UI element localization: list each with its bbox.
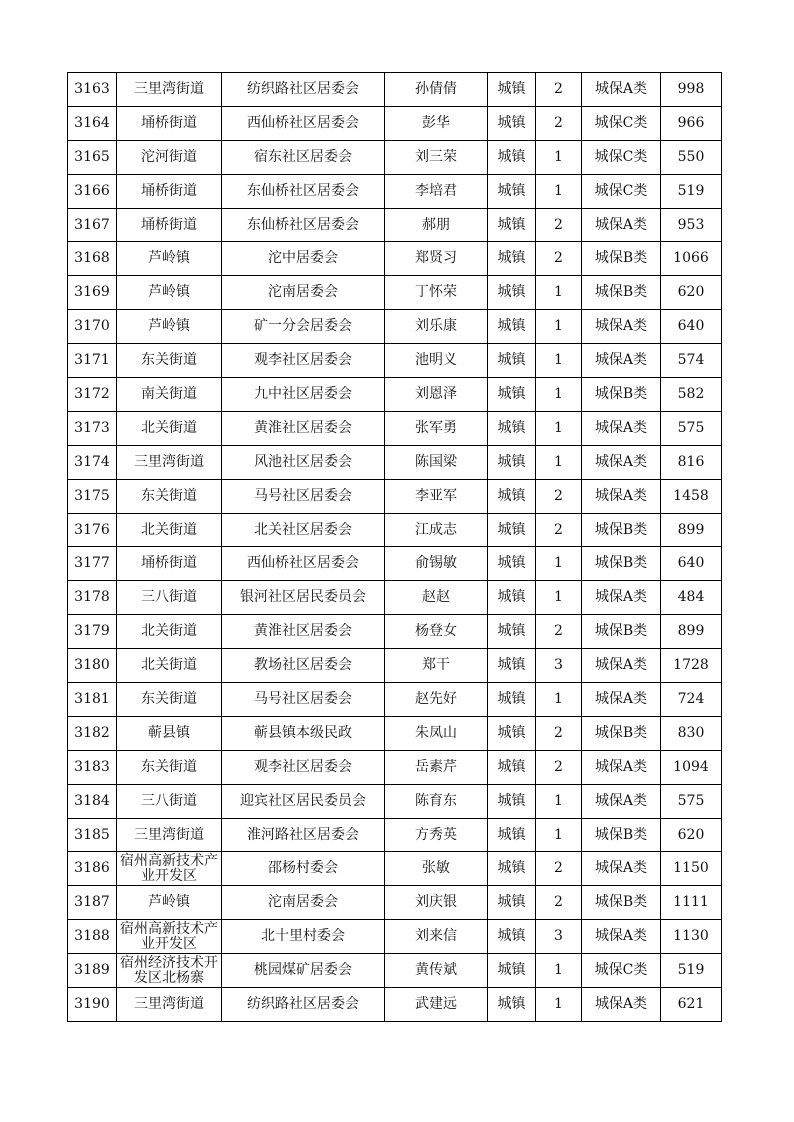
row-name: 郑干 xyxy=(385,649,488,683)
row-id: 3187 xyxy=(68,886,117,920)
row-category: 城保C类 xyxy=(582,174,661,208)
row-area: 城镇 xyxy=(488,716,536,750)
row-persons: 2 xyxy=(536,242,582,276)
row-area: 城镇 xyxy=(488,378,536,412)
row-category: 城保A类 xyxy=(582,683,661,717)
row-name: 陈育东 xyxy=(385,784,488,818)
row-community: 沱南居委会 xyxy=(222,886,385,920)
row-town: 埇桥街道 xyxy=(117,208,222,242)
row-category: 城保B类 xyxy=(582,547,661,581)
row-community: 淮河路社区居委会 xyxy=(222,818,385,852)
row-amount: 620 xyxy=(661,276,722,310)
row-town: 北关街道 xyxy=(117,513,222,547)
row-amount: 1458 xyxy=(661,479,722,513)
row-town: 三里湾街道 xyxy=(117,818,222,852)
row-id: 3171 xyxy=(68,344,117,378)
row-town: 宿州高新技术产业开发区 xyxy=(117,852,222,886)
row-persons: 2 xyxy=(536,106,582,140)
row-id: 3169 xyxy=(68,276,117,310)
row-town: 北关街道 xyxy=(117,615,222,649)
table-row xyxy=(68,649,722,683)
row-town: 东关街道 xyxy=(117,750,222,784)
row-amount: 519 xyxy=(661,174,722,208)
row-area: 城镇 xyxy=(488,818,536,852)
row-community: 矿一分会居委会 xyxy=(222,310,385,344)
row-id: 3178 xyxy=(68,581,117,615)
row-name: 丁怀荣 xyxy=(385,276,488,310)
row-community: 观李社区居委会 xyxy=(222,750,385,784)
row-community: 沱南居委会 xyxy=(222,276,385,310)
row-community: 教场社区居委会 xyxy=(222,649,385,683)
row-name: 黄传斌 xyxy=(385,954,488,988)
row-id: 3168 xyxy=(68,242,117,276)
row-persons: 2 xyxy=(536,479,582,513)
row-name: 刘乐康 xyxy=(385,310,488,344)
row-town: 芦岭镇 xyxy=(117,242,222,276)
table-row xyxy=(68,784,722,818)
row-amount: 640 xyxy=(661,310,722,344)
row-persons: 2 xyxy=(536,615,582,649)
table-row xyxy=(68,276,722,310)
row-name: 朱凤山 xyxy=(385,716,488,750)
row-id: 3181 xyxy=(68,683,117,717)
table-row xyxy=(68,208,722,242)
row-persons: 2 xyxy=(536,73,582,107)
row-persons: 1 xyxy=(536,378,582,412)
row-persons: 1 xyxy=(536,988,582,1022)
row-id: 3185 xyxy=(68,818,117,852)
table-row xyxy=(68,750,722,784)
row-name: 池明义 xyxy=(385,344,488,378)
roster-body xyxy=(68,73,722,1022)
row-name: 郝朋 xyxy=(385,208,488,242)
table-row xyxy=(68,242,722,276)
row-town: 芦岭镇 xyxy=(117,276,222,310)
table-row xyxy=(68,852,722,886)
row-town: 埇桥街道 xyxy=(117,174,222,208)
row-name: 杨登女 xyxy=(385,615,488,649)
row-id: 3179 xyxy=(68,615,117,649)
row-name: 俞锡敏 xyxy=(385,547,488,581)
row-area: 城镇 xyxy=(488,750,536,784)
row-persons: 2 xyxy=(536,750,582,784)
table-row xyxy=(68,140,722,174)
row-category: 城保A类 xyxy=(582,411,661,445)
row-id: 3167 xyxy=(68,208,117,242)
row-persons: 1 xyxy=(536,344,582,378)
row-community: 蕲县镇本级民政 xyxy=(222,716,385,750)
row-area: 城镇 xyxy=(488,445,536,479)
row-community: 北关社区居委会 xyxy=(222,513,385,547)
row-community: 迎宾社区居民委员会 xyxy=(222,784,385,818)
relief-roster-table xyxy=(67,72,722,1022)
row-community: 观李社区居委会 xyxy=(222,344,385,378)
row-amount: 519 xyxy=(661,954,722,988)
row-category: 城保A类 xyxy=(582,649,661,683)
row-amount: 724 xyxy=(661,683,722,717)
row-name: 李培君 xyxy=(385,174,488,208)
row-amount: 1111 xyxy=(661,886,722,920)
table-row xyxy=(68,174,722,208)
row-name: 刘来信 xyxy=(385,920,488,954)
row-community: 沱中居委会 xyxy=(222,242,385,276)
row-persons: 1 xyxy=(536,784,582,818)
row-amount: 1066 xyxy=(661,242,722,276)
row-id: 3172 xyxy=(68,378,117,412)
row-persons: 1 xyxy=(536,683,582,717)
row-community: 银河社区居民委员会 xyxy=(222,581,385,615)
row-category: 城保A类 xyxy=(582,445,661,479)
row-category: 城保C类 xyxy=(582,106,661,140)
row-name: 武建远 xyxy=(385,988,488,1022)
row-amount: 998 xyxy=(661,73,722,107)
row-id: 3188 xyxy=(68,920,117,954)
row-area: 城镇 xyxy=(488,479,536,513)
row-area: 城镇 xyxy=(488,581,536,615)
row-name: 彭华 xyxy=(385,106,488,140)
row-name: 张敏 xyxy=(385,852,488,886)
row-community: 西仙桥社区居委会 xyxy=(222,106,385,140)
row-town: 宿州高新技术产业开发区 xyxy=(117,920,222,954)
row-persons: 2 xyxy=(536,208,582,242)
row-town: 芦岭镇 xyxy=(117,886,222,920)
table-row xyxy=(68,73,722,107)
row-area: 城镇 xyxy=(488,784,536,818)
row-town: 三里湾街道 xyxy=(117,988,222,1022)
row-id: 3170 xyxy=(68,310,117,344)
row-persons: 1 xyxy=(536,818,582,852)
row-amount: 966 xyxy=(661,106,722,140)
row-community: 东仙桥社区居委会 xyxy=(222,174,385,208)
row-id: 3173 xyxy=(68,411,117,445)
row-id: 3166 xyxy=(68,174,117,208)
row-amount: 816 xyxy=(661,445,722,479)
row-town: 东关街道 xyxy=(117,479,222,513)
table-row xyxy=(68,411,722,445)
row-category: 城保A类 xyxy=(582,479,661,513)
row-category: 城保A类 xyxy=(582,310,661,344)
row-town: 埇桥街道 xyxy=(117,547,222,581)
row-name: 李亚军 xyxy=(385,479,488,513)
row-amount: 621 xyxy=(661,988,722,1022)
row-id: 3164 xyxy=(68,106,117,140)
row-persons: 2 xyxy=(536,513,582,547)
row-id: 3182 xyxy=(68,716,117,750)
row-name: 刘三荣 xyxy=(385,140,488,174)
table-row xyxy=(68,886,722,920)
row-id: 3190 xyxy=(68,988,117,1022)
row-category: 城保B类 xyxy=(582,818,661,852)
row-amount: 640 xyxy=(661,547,722,581)
row-amount: 1728 xyxy=(661,649,722,683)
row-id: 3176 xyxy=(68,513,117,547)
table-row xyxy=(68,106,722,140)
row-amount: 830 xyxy=(661,716,722,750)
table-row xyxy=(68,615,722,649)
row-area: 城镇 xyxy=(488,954,536,988)
row-id: 3177 xyxy=(68,547,117,581)
row-amount: 484 xyxy=(661,581,722,615)
row-category: 城保A类 xyxy=(582,581,661,615)
row-id: 3163 xyxy=(68,73,117,107)
row-amount: 953 xyxy=(661,208,722,242)
row-community: 纺织路社区居委会 xyxy=(222,73,385,107)
table-row xyxy=(68,310,722,344)
row-persons: 3 xyxy=(536,920,582,954)
row-persons: 1 xyxy=(536,310,582,344)
row-id: 3186 xyxy=(68,852,117,886)
row-town: 沱河街道 xyxy=(117,140,222,174)
row-town: 三里湾街道 xyxy=(117,73,222,107)
row-id: 3174 xyxy=(68,445,117,479)
row-area: 城镇 xyxy=(488,344,536,378)
row-amount: 575 xyxy=(661,784,722,818)
row-community: 黄淮社区居委会 xyxy=(222,615,385,649)
table-row xyxy=(68,581,722,615)
row-community: 宿东社区居委会 xyxy=(222,140,385,174)
row-community: 东仙桥社区居委会 xyxy=(222,208,385,242)
table-row xyxy=(68,818,722,852)
table-row xyxy=(68,954,722,988)
row-area: 城镇 xyxy=(488,513,536,547)
row-amount: 575 xyxy=(661,411,722,445)
row-area: 城镇 xyxy=(488,988,536,1022)
row-town: 北关街道 xyxy=(117,649,222,683)
row-category: 城保C类 xyxy=(582,140,661,174)
row-persons: 3 xyxy=(536,649,582,683)
row-community: 马号社区居委会 xyxy=(222,479,385,513)
row-name: 刘庆银 xyxy=(385,886,488,920)
table-row xyxy=(68,547,722,581)
row-name: 岳素芹 xyxy=(385,750,488,784)
row-category: 城保B类 xyxy=(582,886,661,920)
row-amount: 550 xyxy=(661,140,722,174)
row-area: 城镇 xyxy=(488,174,536,208)
row-id: 3165 xyxy=(68,140,117,174)
row-town: 南关街道 xyxy=(117,378,222,412)
row-area: 城镇 xyxy=(488,276,536,310)
row-community: 西仙桥社区居委会 xyxy=(222,547,385,581)
row-area: 城镇 xyxy=(488,683,536,717)
row-community: 北十里村委会 xyxy=(222,920,385,954)
row-town: 芦岭镇 xyxy=(117,310,222,344)
row-category: 城保B类 xyxy=(582,716,661,750)
row-community: 纺织路社区居委会 xyxy=(222,988,385,1022)
row-category: 城保A类 xyxy=(582,208,661,242)
row-amount: 1130 xyxy=(661,920,722,954)
row-community: 马号社区居委会 xyxy=(222,683,385,717)
row-community: 黄淮社区居委会 xyxy=(222,411,385,445)
table-row xyxy=(68,479,722,513)
row-area: 城镇 xyxy=(488,310,536,344)
table-row xyxy=(68,513,722,547)
row-name: 孙倩倩 xyxy=(385,73,488,107)
row-category: 城保A类 xyxy=(582,920,661,954)
row-name: 江成志 xyxy=(385,513,488,547)
table-row xyxy=(68,445,722,479)
row-amount: 582 xyxy=(661,378,722,412)
row-area: 城镇 xyxy=(488,920,536,954)
row-name: 陈国梁 xyxy=(385,445,488,479)
row-town: 三八街道 xyxy=(117,784,222,818)
row-id: 3175 xyxy=(68,479,117,513)
row-category: 城保C类 xyxy=(582,954,661,988)
row-area: 城镇 xyxy=(488,411,536,445)
row-id: 3184 xyxy=(68,784,117,818)
row-category: 城保B类 xyxy=(582,513,661,547)
row-persons: 1 xyxy=(536,954,582,988)
row-persons: 1 xyxy=(536,547,582,581)
row-town: 蕲县镇 xyxy=(117,716,222,750)
row-category: 城保B类 xyxy=(582,615,661,649)
row-town: 东关街道 xyxy=(117,344,222,378)
table-row xyxy=(68,920,722,954)
table-row xyxy=(68,988,722,1022)
row-persons: 1 xyxy=(536,581,582,615)
row-category: 城保B类 xyxy=(582,378,661,412)
row-area: 城镇 xyxy=(488,73,536,107)
row-amount: 899 xyxy=(661,615,722,649)
row-town: 三里湾街道 xyxy=(117,445,222,479)
row-area: 城镇 xyxy=(488,615,536,649)
table-row xyxy=(68,344,722,378)
row-name: 郑贤习 xyxy=(385,242,488,276)
row-area: 城镇 xyxy=(488,208,536,242)
row-category: 城保A类 xyxy=(582,750,661,784)
table-row xyxy=(68,716,722,750)
row-area: 城镇 xyxy=(488,140,536,174)
row-community: 邵杨村委会 xyxy=(222,852,385,886)
row-area: 城镇 xyxy=(488,649,536,683)
row-area: 城镇 xyxy=(488,886,536,920)
row-persons: 1 xyxy=(536,276,582,310)
row-town: 埇桥街道 xyxy=(117,106,222,140)
row-category: 城保A类 xyxy=(582,73,661,107)
row-category: 城保B类 xyxy=(582,276,661,310)
row-category: 城保A类 xyxy=(582,852,661,886)
row-amount: 1094 xyxy=(661,750,722,784)
row-community: 风池社区居委会 xyxy=(222,445,385,479)
row-community: 桃园煤矿居委会 xyxy=(222,954,385,988)
row-town: 三八街道 xyxy=(117,581,222,615)
row-name: 张军勇 xyxy=(385,411,488,445)
table-row xyxy=(68,683,722,717)
row-category: 城保A类 xyxy=(582,784,661,818)
row-persons: 2 xyxy=(536,716,582,750)
row-category: 城保A类 xyxy=(582,344,661,378)
row-amount: 899 xyxy=(661,513,722,547)
row-persons: 1 xyxy=(536,411,582,445)
row-town: 北关街道 xyxy=(117,411,222,445)
row-town: 东关街道 xyxy=(117,683,222,717)
row-category: 城保B类 xyxy=(582,242,661,276)
row-area: 城镇 xyxy=(488,547,536,581)
row-persons: 2 xyxy=(536,852,582,886)
row-name: 赵先好 xyxy=(385,683,488,717)
row-town: 宿州经济技术开发区北杨寨 xyxy=(117,954,222,988)
row-area: 城镇 xyxy=(488,242,536,276)
row-name: 赵赵 xyxy=(385,581,488,615)
row-id: 3189 xyxy=(68,954,117,988)
row-area: 城镇 xyxy=(488,106,536,140)
row-persons: 2 xyxy=(536,886,582,920)
row-persons: 1 xyxy=(536,174,582,208)
row-id: 3183 xyxy=(68,750,117,784)
row-area: 城镇 xyxy=(488,852,536,886)
row-amount: 574 xyxy=(661,344,722,378)
row-amount: 1150 xyxy=(661,852,722,886)
row-name: 方秀英 xyxy=(385,818,488,852)
row-name: 刘恩泽 xyxy=(385,378,488,412)
row-id: 3180 xyxy=(68,649,117,683)
row-persons: 1 xyxy=(536,445,582,479)
row-amount: 620 xyxy=(661,818,722,852)
row-persons: 1 xyxy=(536,140,582,174)
row-community: 九中社区居委会 xyxy=(222,378,385,412)
row-category: 城保A类 xyxy=(582,988,661,1022)
table-row xyxy=(68,378,722,412)
